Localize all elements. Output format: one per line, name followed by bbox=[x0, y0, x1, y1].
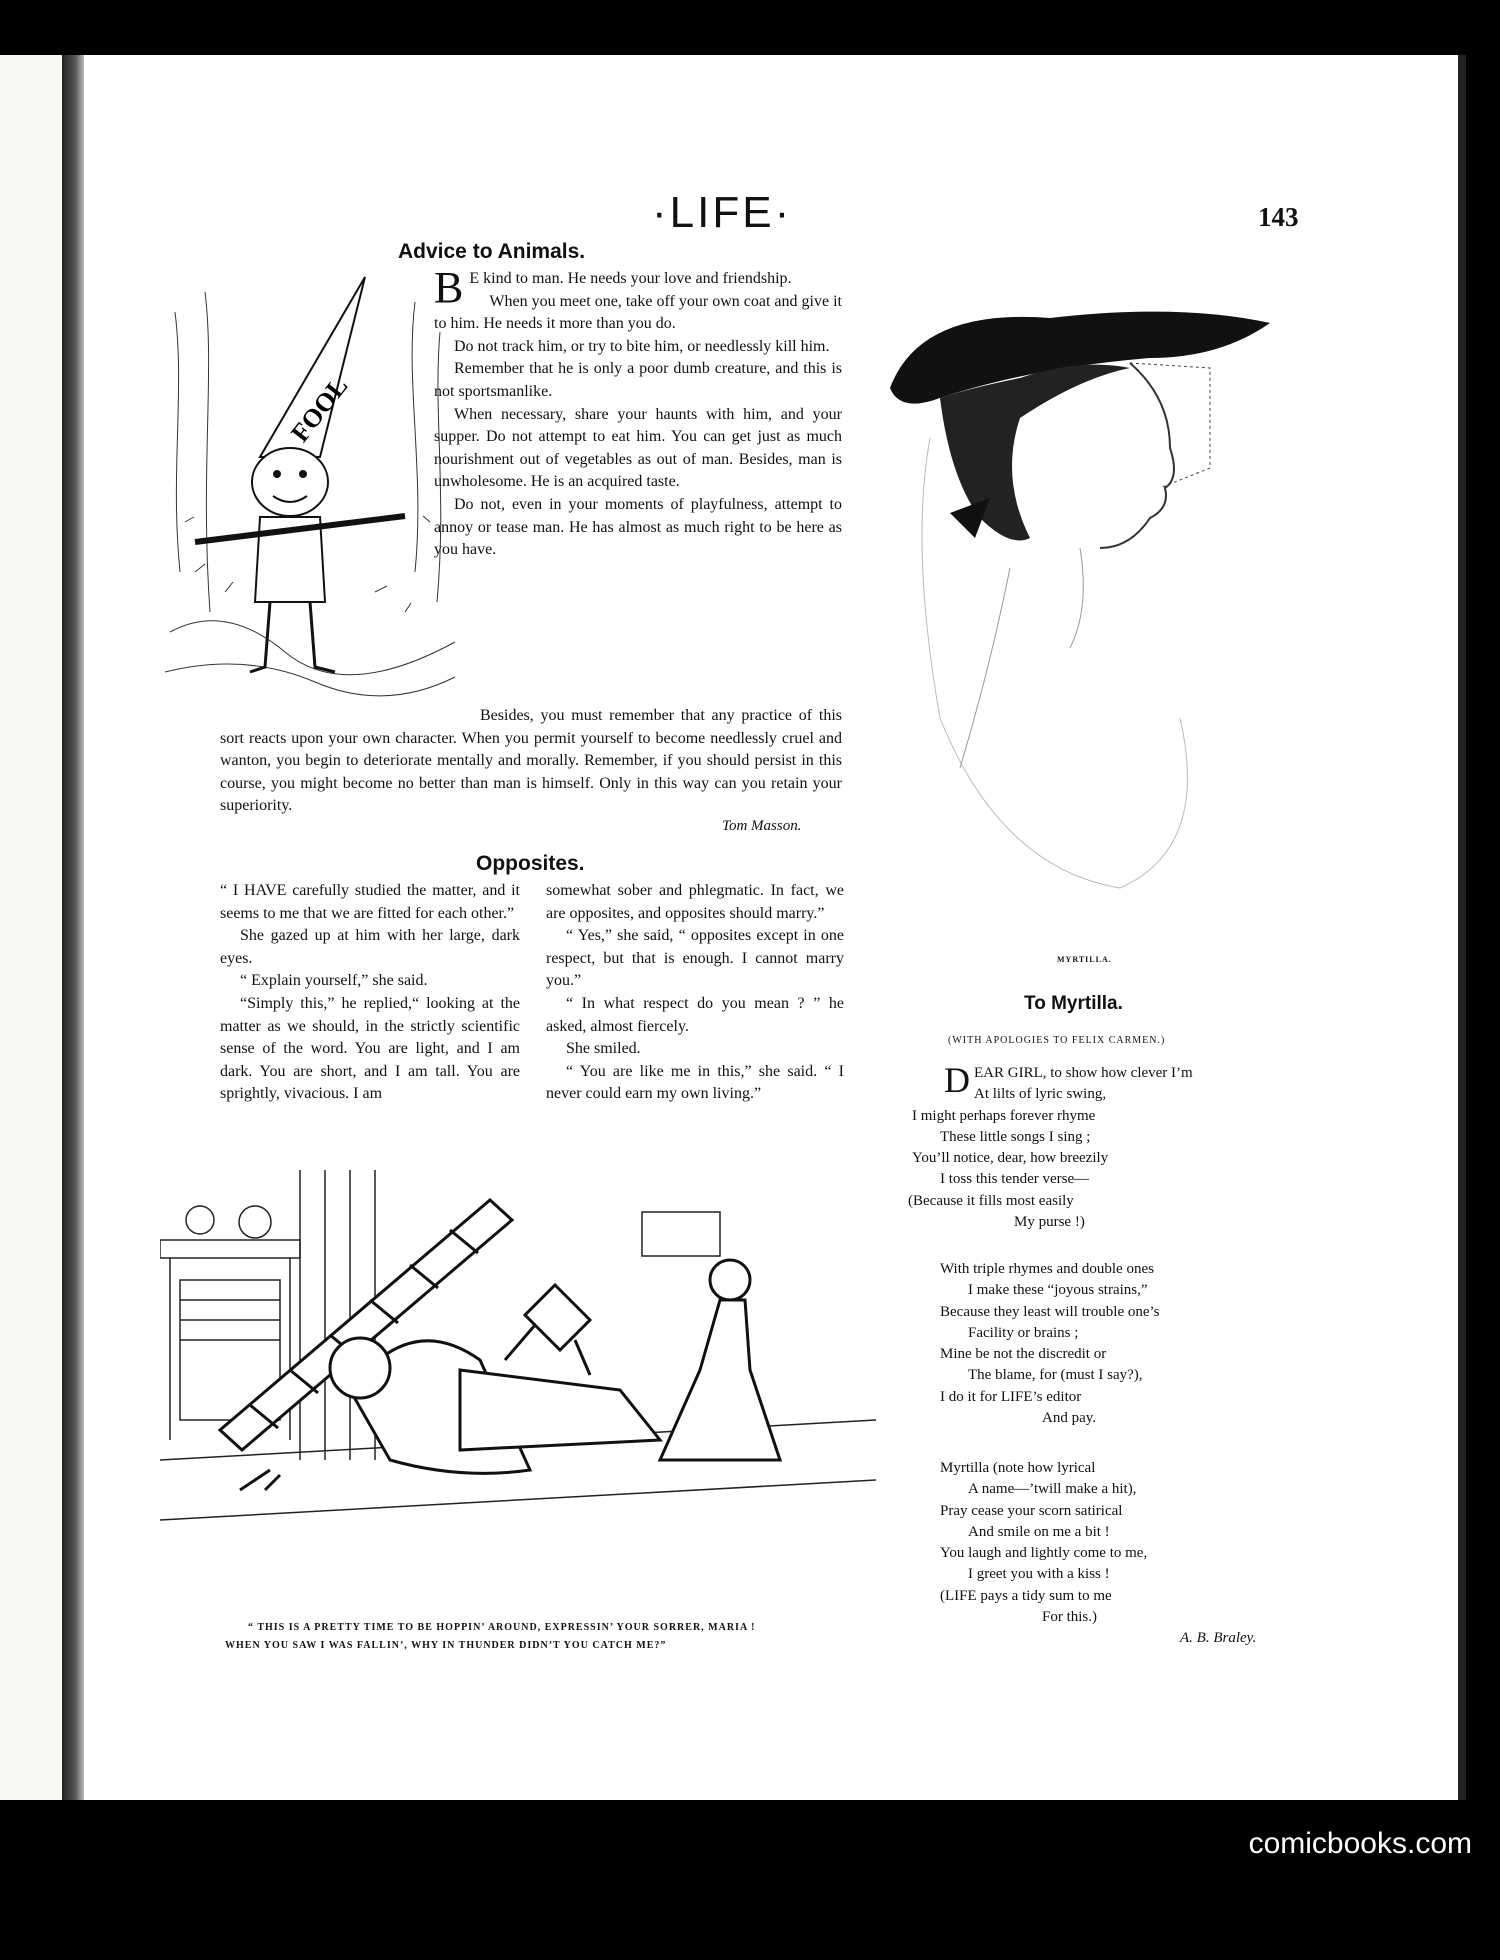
hat-label: FOOL bbox=[285, 371, 354, 448]
poem-line: Because they least will trouble one’s bbox=[940, 1303, 1160, 1320]
opposites-title: Opposites. bbox=[476, 852, 585, 875]
poem-line: At lilts of lyric swing, bbox=[974, 1086, 1107, 1103]
advice-paragraph: Besides, you must remember that any practice of this sort reacts upon your own character. When you permit yourself to become needlessly cruel and wanton, you begin to deteriorate mentally and morally. Remember, if you should persist in this course, you might become no better than man is himself. Only in this way can you retain your superiority. bbox=[220, 707, 842, 815]
opposites-paragraph: “ Explain yourself,” she said. bbox=[240, 972, 428, 990]
poem-line: I do it for LIFE’s editor bbox=[940, 1388, 1082, 1405]
poem-line: And pay. bbox=[1042, 1410, 1097, 1427]
poem-line: With triple rhymes and double ones bbox=[940, 1261, 1154, 1277]
poem-line: EAR GIRL, to show how clever I’m bbox=[974, 1065, 1193, 1081]
poem-line: Facility or brains ; bbox=[968, 1324, 1079, 1341]
advice-paragraph: E kind to man. He needs your love and friendship. bbox=[469, 270, 792, 287]
myrtilla-portrait bbox=[880, 248, 1290, 938]
poem-stanza-3 bbox=[940, 1458, 1270, 1628]
opposites-paragraph: “ I HAVE carefully studied the matter, and it seems to me that we are fitted for each other.” bbox=[220, 882, 520, 922]
opposites-paragraph: “Simply this,” he replied,“ looking at the matter as we should, in the strictly scientific sense of the word. You are light, and I am dark. You are short, and I am tall. You are sprightly, vivacious. I am bbox=[220, 994, 520, 1103]
poem-line: You’ll notice, dear, how breezily bbox=[912, 1150, 1109, 1167]
poem-line: These little songs I sing ; bbox=[940, 1128, 1091, 1145]
advice-paragraph: Do not, even in your moments of playfulness, attempt to annoy or tease man. He has almost as much right to be here as you have. bbox=[434, 495, 842, 559]
poem-line: You laugh and lightly come to me, bbox=[940, 1545, 1148, 1562]
poem-line: Myrtilla (note how lyrical bbox=[940, 1460, 1096, 1476]
poem-title: To Myrtilla. bbox=[1024, 993, 1123, 1014]
opposites-paragraph: She gazed up at him with her large, dark eyes. bbox=[220, 927, 520, 967]
opposites-paragraph: “ Yes,” she said, “ opposites except in one respect, but that is enough. I cannot marry you.” bbox=[546, 927, 844, 990]
book-spine-shadow bbox=[62, 55, 84, 1800]
poem-line: A name—’twill make a hit), bbox=[968, 1481, 1137, 1498]
advice-lower-text bbox=[220, 705, 842, 818]
poem-line: (LIFE pays a tidy sum to me bbox=[940, 1587, 1112, 1604]
watermark: comicbooks.com bbox=[1248, 1827, 1472, 1860]
poem-line: And smile on me a bit ! bbox=[968, 1523, 1110, 1540]
fool-hunter-illustration bbox=[165, 272, 457, 712]
advice-title: Advice to Animals. bbox=[398, 240, 586, 263]
advice-paragraph: Remember that he is only a poor dumb creature, and this is not sportsmanlike. bbox=[434, 360, 842, 400]
page-number: 143 bbox=[1258, 202, 1299, 232]
poem-line: My purse !) bbox=[1014, 1214, 1085, 1231]
poem-line: I greet you with a kiss ! bbox=[968, 1566, 1110, 1583]
opposites-paragraph: “ You are like me in this,” she said. “ I never could earn my own living.” bbox=[546, 1062, 844, 1103]
poem-signature: A. B. Braley. bbox=[1180, 1630, 1257, 1646]
poem-line: I toss this tender verse— bbox=[940, 1171, 1090, 1188]
fallen-man-cartoon bbox=[160, 1160, 876, 1960]
poem-line: The blame, for (must I say?), bbox=[968, 1367, 1143, 1384]
cartoon-caption-line-1: “ THIS IS A PRETTY TIME TO BE HOPPIN’ AROUND, EXPRESSIN’ YOUR SORRER, MARIA ! bbox=[248, 1622, 756, 1633]
page-edge bbox=[1458, 55, 1466, 1800]
opposites-paragraph: “ In what respect do you mean ? ” he asked, almost fiercely. bbox=[546, 994, 844, 1035]
poem-line: For this.) bbox=[1042, 1609, 1098, 1626]
advice-paragraph: When necessary, share your haunts with him, and your supper. Do not attempt to eat him. You can get just as much nourishment out of vegetables as out of man. Besides, man is unwholesome. He is an acquired taste. bbox=[434, 405, 842, 491]
poem-line: (Because it fills most easily bbox=[908, 1192, 1074, 1209]
poem-line: I make these “joyous strains,” bbox=[968, 1282, 1148, 1299]
opposites-paragraph: She smiled. bbox=[566, 1040, 641, 1058]
opposites-column-1 bbox=[220, 880, 520, 1106]
poem-drop-cap: D bbox=[944, 1060, 970, 1100]
poem-line: Mine be not the discredit or bbox=[940, 1346, 1107, 1363]
poem-line: I might perhaps forever rhyme bbox=[912, 1107, 1096, 1124]
advice-signature: Tom Masson. bbox=[722, 818, 802, 834]
masthead: ·LIFE· bbox=[652, 188, 793, 237]
portrait-caption: MYRTILLA. bbox=[1057, 955, 1112, 964]
cartoon-caption-line-2: WHEN YOU SAW I WAS FALLIN’, WHY IN THUNDER DIDN’T YOU CATCH ME?” bbox=[225, 1640, 667, 1651]
advice-paragraph: When you meet one, take off your own coat and give it to him. He needs it more than you do. bbox=[434, 292, 842, 333]
poem-stanza-1 bbox=[908, 1060, 1274, 1233]
poem-stanza-2 bbox=[940, 1259, 1270, 1429]
poem-line: Pray cease your scorn satirical bbox=[940, 1502, 1123, 1519]
facing-page-edge bbox=[0, 55, 62, 1800]
opposites-column-2 bbox=[546, 880, 844, 1106]
opposites-paragraph: somewhat sober and phlegmatic. In fact, we are opposites, and opposites should marry.” bbox=[546, 882, 844, 922]
poem-subtitle: (WITH APOLOGIES TO FELIX CARMEN.) bbox=[948, 1035, 1166, 1046]
advice-paragraph: Do not track him, or try to bite him, or needlessly kill him. bbox=[454, 337, 830, 355]
advice-drop-cap: B bbox=[434, 263, 464, 312]
advice-upper-text bbox=[434, 263, 842, 562]
